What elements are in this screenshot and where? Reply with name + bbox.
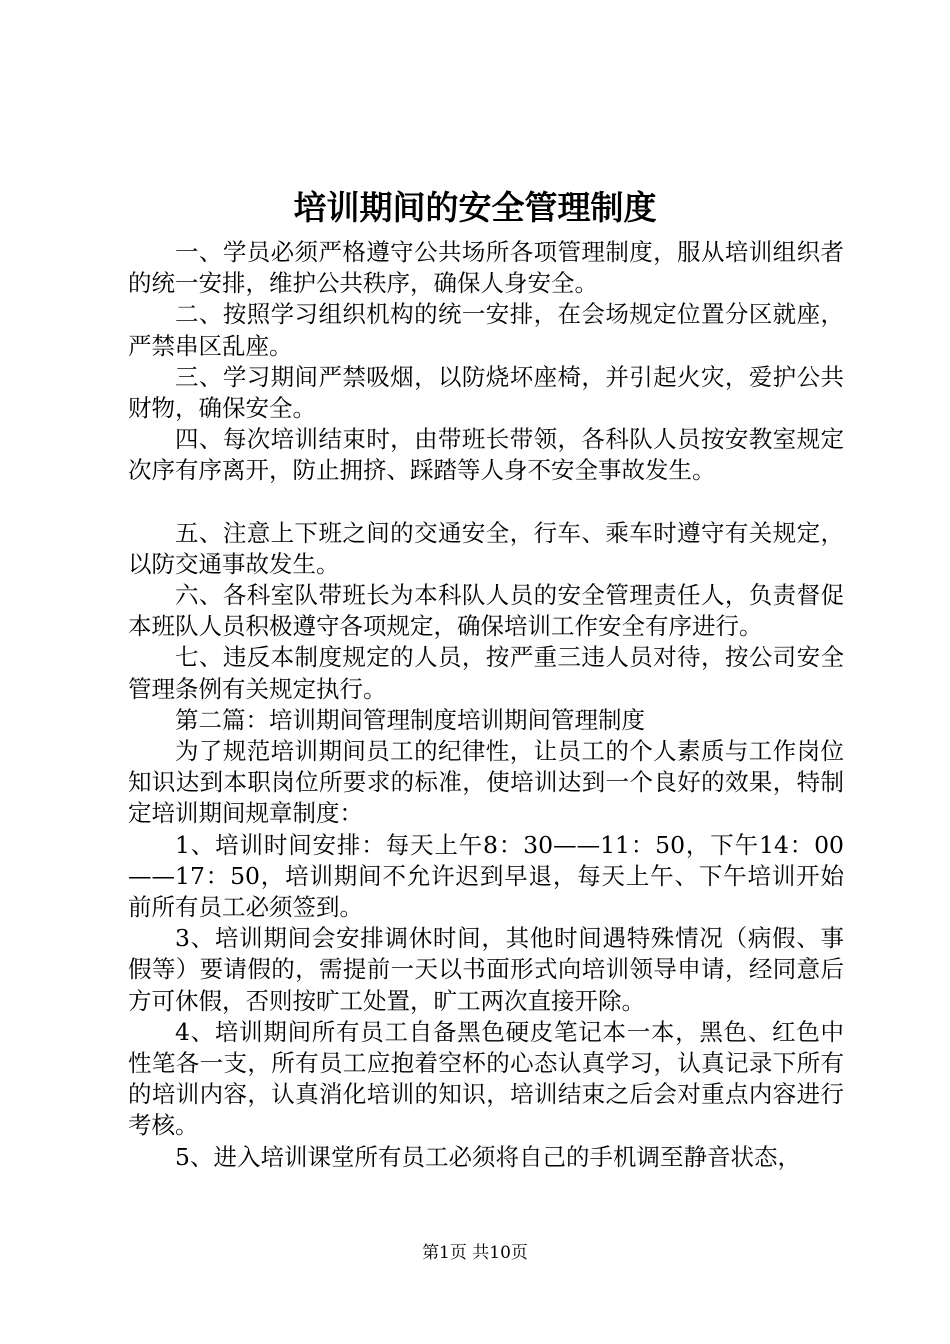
paragraph: 3、培训期间会安排调休时间，其他时间遇特殊情况（病假、事假等）要请假的，需提前一天以书面形式向培训领导申请，经同意后方可休假，否则按旷工处置，旷工两次直接开除。 [128, 924, 844, 1015]
paragraph: 1、培训时间安排：每天上午8：30——11：50，下午14：00——17：50，培训期间不允许迟到早退，每天上午、下午培训开始前所有员工必须签到。 [128, 830, 844, 922]
paragraph: 一、学员必须严格遵守公共场所各项管理制度，服从培训组织者的统一安排，维护公共秩序，确保人身安全。 [128, 238, 844, 298]
document-title: 培训期间的安全管理制度 [293, 188, 657, 227]
document-body [128, 237, 844, 1173]
paragraph: 四、每次培训结束时，由带班长带领，各科队人员按安教室规定次序有序离开，防止拥挤、踩踏等人身不安全事故发生。 [128, 425, 844, 485]
paragraph: 二、按照学习组织机构的统一安排，在会场规定位置分区就座，严禁串区乱座。 [128, 300, 844, 360]
paragraph: 5、进入培训课堂所有员工必须将自己的手机调至静音状态， [175, 1142, 801, 1171]
page-number-footer: 第1页 共10页 [422, 1243, 528, 1263]
paragraph: 三、学习期间严禁吸烟，以防烧坏座椅，并引起火灾，爱护公共财物，确保安全。 [128, 362, 844, 423]
paragraph: 六、各科室队带班长为本科队人员的安全管理责任人，负责督促本班队人员积极遵守各项规定，确保培训工作安全有序进行。 [128, 581, 844, 641]
paragraph: 4、培训期间所有员工自备黑色硬皮笔记本一本，黑色、红色中性笔各一支，所有员工应抱着空杯的心态认真学习，认真记录下所有的培训内容，认真消化培训的知识，培训结束之后会对重点内容进行考核。 [128, 1017, 844, 1140]
paragraph: 七、违反本制度规定的人员，按严重三违人员对待，按公司安全管理条例有关规定执行。 [128, 643, 844, 703]
paragraph: 五、注意上下班之间的交通安全，行车、乘车时遵守有关规定，以防交通事故发生。 [128, 518, 844, 578]
section-heading: 第二篇：培训期间管理制度培训期间管理制度 [175, 705, 645, 734]
paragraph: 为了规范培训期间员工的纪律性，让员工的个人素质与工作岗位知识达到本职岗位所要求的标准，使培训达到一个良好的效果，特制定培训期间规章制度： [128, 737, 844, 828]
